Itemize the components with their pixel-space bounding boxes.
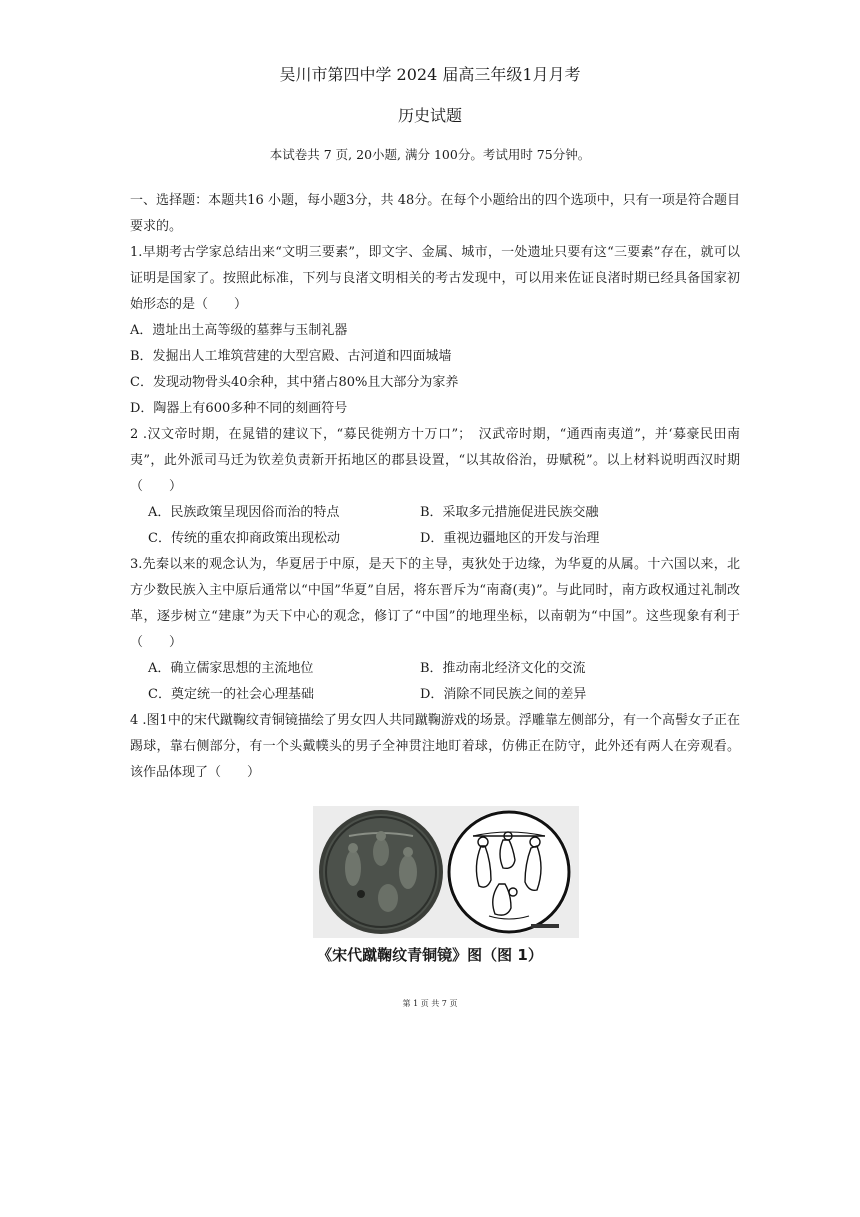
figure-caption: 《宋代蹴鞠纹青铜镜》图（图 1） [317, 946, 543, 964]
question-1-option-c: C．发现动物骨头40余种，其中猪占80%且大部分为家养 [130, 375, 459, 390]
question-1-option-b: B．发掘出人工堆筑营建的大型宫殿、古河道和四面城墙 [130, 349, 452, 364]
question-3-options-row-2 [148, 682, 740, 708]
exam-body [130, 188, 740, 786]
exam-title: 吴川市第四中学 2024 届高三年级1月月考 [279, 65, 581, 84]
subject-title: 历史试题 [397, 106, 462, 125]
question-2-option-d: D．重视边疆地区的开发与治理 [420, 531, 600, 546]
bronze-mirror-photo [319, 810, 443, 934]
question-2-option-c: C．传统的重农抑商政策出现松动 [148, 531, 340, 546]
page-footer: 第 1 页 共 7 页 [402, 999, 458, 1008]
exam-note: 本试卷共 7 页, 20小题, 满分 100分。考试用时 75分钟。 [269, 147, 591, 162]
question-4-stem: 4 .图1中的宋代蹴鞠纹青铜镜描绘了男女四人共同蹴鞠游戏的场景。浮雕靠左侧部分，有一个高髻女子正在踢球，靠右侧部分，有一个头戴幞头的男子全神贯注地盯着球，仿佛正在防守，此外还有两人在旁观看。该作品体现了（ ） [130, 713, 740, 780]
question-3-stem: 3.先秦以来的观念认为，华夏居于中原，是天下的主导，夷狄处于边缘，为华夏的从属。十六国以来，北方少数民族入主中原后通常以“中国”华夏”自居，将东晋斥为“南裔(夷)”。与此同时，南方政权通过礼制改革，逐步树立“建康”为天下中心的观念，修订了“中国”的地理坐标，以南朝为“中国”。这些现象有利于（ ） [130, 557, 740, 650]
question-3-option-b: B．推动南北经济文化的交流 [420, 661, 586, 676]
mirror-line-drawing [447, 810, 571, 934]
question-2-options-row-2 [148, 526, 740, 552]
question-2-stem: 2 .汉文帝时期，在晁错的建议下，“募民徙朔方十万口”； 汉武帝时期，“通西南夷道”，并‘募豪民田南夷”，此外派司马迁为钦差负责新开拓地区的郡县设置，“以其故俗治，毋赋税”。以上材料说明西汉时期（ ） [130, 427, 740, 494]
question-2-option-b: B．采取多元措施促进民族交融 [420, 505, 599, 520]
question-2-option-a: A．民族政策呈现因俗而治的特点 [148, 505, 340, 520]
bronze-mirror-figure [313, 806, 579, 938]
question-3-option-a: A．确立儒家思想的主流地位 [148, 661, 314, 676]
question-3-options-row-1 [148, 656, 740, 682]
question-3-option-d: D．消除不同民族之间的差异 [420, 687, 587, 702]
question-1-option-a: A．遗址出土高等级的墓葬与玉制礼器 [130, 323, 348, 338]
question-2-options-row-1 [148, 500, 740, 526]
question-1-stem: 1.早期考古学家总结出来“文明三要素”，即文字、金属、城市，一处遗址只要有这“三要素”存在，就可以证明是国家了。按照此标准，下列与良渚文明相关的考古发现中，可以用来佐证良渚时期已经具备国家初始形态的是（ ） [130, 245, 740, 312]
section-intro: 一、选择题：本题共16 小题，每小题3分，共 48分。在每个小题给出的四个选项中，只有一项是符合题目要求的。 [130, 193, 740, 234]
question-1-option-d: D．陶器上有600多种不同的刻画符号 [130, 401, 348, 416]
question-3-option-c: C．奠定统一的社会心理基础 [148, 687, 314, 702]
